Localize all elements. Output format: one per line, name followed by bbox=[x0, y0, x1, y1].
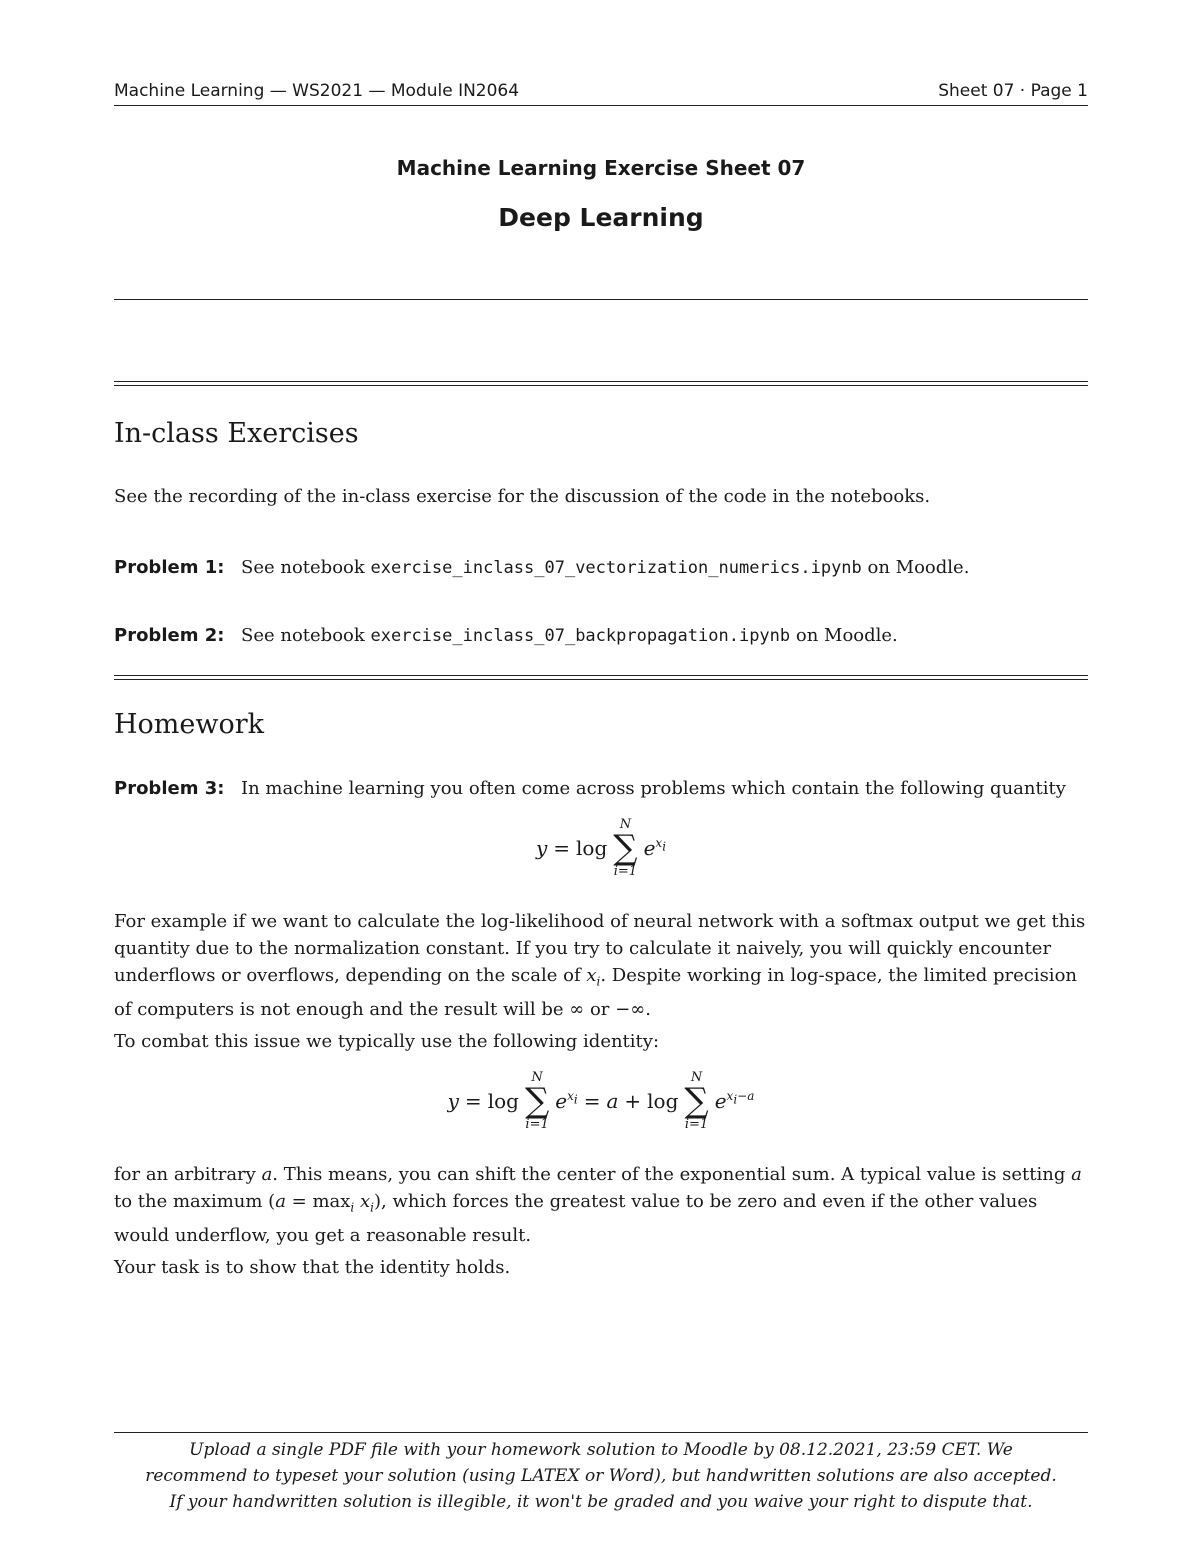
submission-note: Upload a single PDF file with your homework solution to Moodle by 08.12.2021, 23:59 CET. We recommend to typeset your solution (using LATEX or Word), but handwritten solutions are also accepted. If your handwritten solution is illegible, it won't be graded and you waive your right to dispute that. bbox=[145, 1440, 1057, 1512]
footer-rule bbox=[114, 1432, 1088, 1433]
title-rule bbox=[114, 299, 1088, 300]
problem-2-label: Problem 2: bbox=[114, 625, 225, 646]
header-page-number: Sheet 07 · Page 1 bbox=[938, 81, 1088, 101]
homework-heading: Homework bbox=[114, 709, 265, 740]
problem-2: Problem 2: See notebook exercise_inclass_07_backpropagation.ipynb on Moodle. bbox=[114, 622, 1088, 650]
section-divider-2 bbox=[114, 675, 1088, 680]
problem-3 bbox=[114, 775, 1088, 802]
section-divider bbox=[114, 381, 1088, 386]
homework-paragraph-3: for an arbitrary a. This means, you can shift the center of the exponential sum. A typical value is setting a to the maximum $(a = \max_i x_i)$, which forces the greatest value to be zero and even if the other values would underflow, you get a reasonable result. bbox=[114, 1164, 1082, 1246]
notebook-link-2: exercise_inclass_07_backpropagation.ipynb bbox=[370, 626, 791, 646]
problem-1-label: Problem 1: bbox=[114, 557, 225, 578]
document-page bbox=[114, 0, 1088, 1553]
homework-paragraph-1: For example if we want to calculate the log-likelihood of neural network with a softmax output we get this quantity due to the normalization constant. If you try to calculate it naively, you will quickly encounter underflows or overflows, depending on the scale of $x_i$. Despite working in log-space, the limited precision of computers is not enough and the result will be ∞ or −∞. bbox=[114, 911, 1086, 1020]
problem-3-intro: In machine learning you often come across problems which contain the following quantity bbox=[241, 778, 1066, 799]
sheet-title: Machine Learning Exercise Sheet 07 bbox=[396, 156, 806, 180]
problem-1: Problem 1: See notebook exercise_inclass_07_vectorization_numerics.ipynb on Moodle. bbox=[114, 554, 1088, 582]
homework-paragraph-4: Your task is to show that the identity holds. bbox=[114, 1257, 511, 1278]
page-header bbox=[114, 81, 1088, 107]
equation-logsumexp: y = log N ∑ i=1 $e^{x_i}$ bbox=[535, 817, 667, 879]
inclass-intro: See the recording of the in-class exercise for the discussion of the code in the notebooks. bbox=[114, 486, 931, 507]
inclass-heading: In-class Exercises bbox=[114, 418, 359, 449]
header-rule bbox=[114, 105, 1088, 106]
header-course: Machine Learning — WS2021 — Module IN2064 bbox=[114, 81, 520, 101]
sheet-subtitle: Deep Learning bbox=[498, 203, 704, 232]
homework-paragraph-2: To combat this issue we typically use the following identity: bbox=[114, 1031, 660, 1052]
problem-3-label: Problem 3: bbox=[114, 778, 225, 799]
equation-identity: y = log N ∑ i=1 $e^{x_i}$ = a + log N ∑ i=1 $e^{x_i-a}$ bbox=[447, 1070, 755, 1132]
notebook-link-1: exercise_inclass_07_vectorization_numerics.ipynb bbox=[370, 558, 862, 578]
